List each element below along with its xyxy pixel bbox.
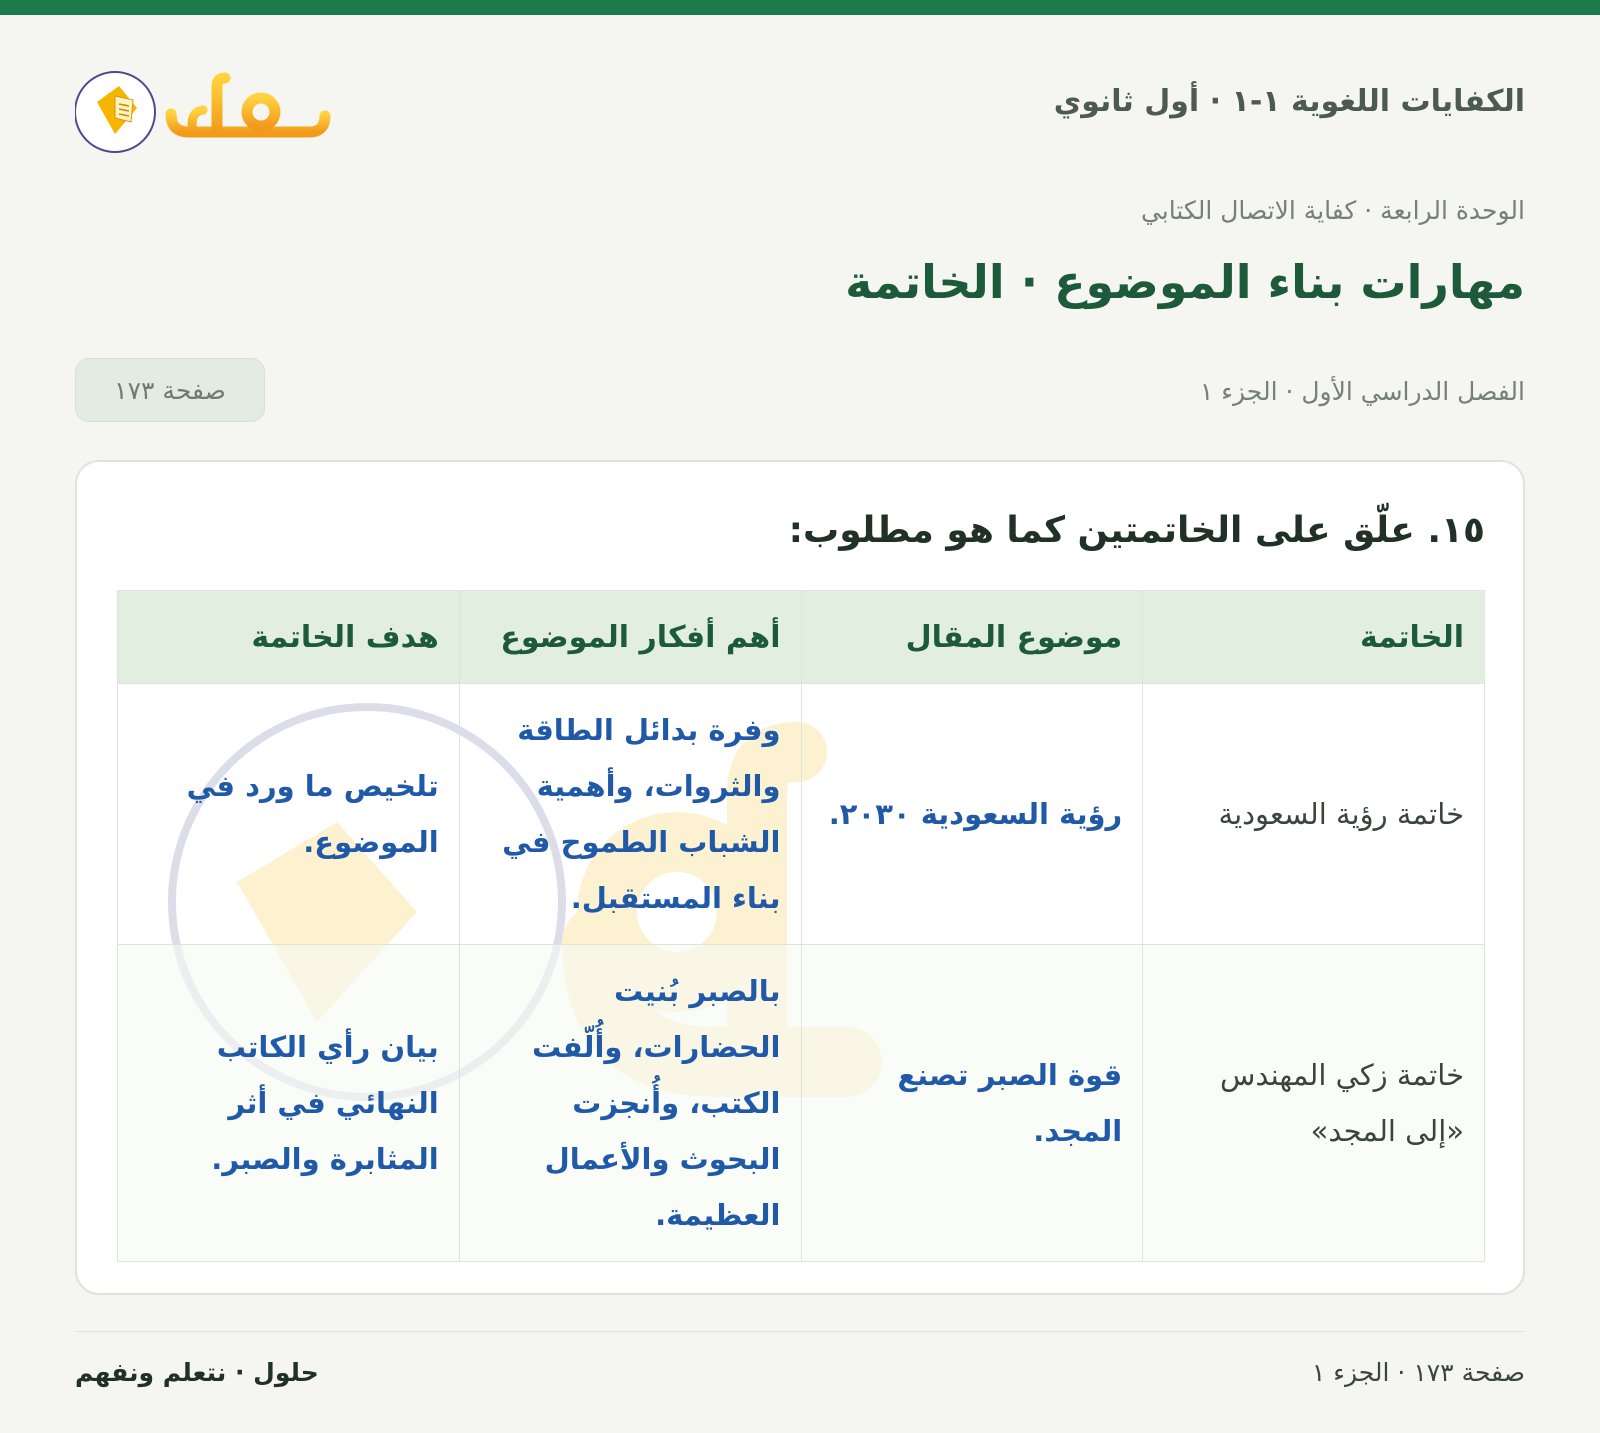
topic-answer: قوة الصبر تصنع المجد. [801, 945, 1143, 1262]
header-ideas: أهم أفكار الموضوع [459, 591, 801, 684]
hulul-logo-icon [75, 56, 335, 156]
page-title: مهارات بناء الموضوع · الخاتمة [845, 255, 1525, 309]
semester-info: الفصل الدراسي الأول · الجزء ١ [1199, 377, 1525, 406]
footer-page-info: صفحة ١٧٣ · الجزء ١ [1311, 1358, 1525, 1387]
goal-answer: بيان رأي الكاتب النهائي في أثر المثابرة والصبر. [118, 945, 460, 1262]
ideas-answer: بالصبر بُنيت الحضارات، وأُلّفت الكتب، وأُنجزت البحوث والأعمال العظيمة. [459, 945, 801, 1262]
page-number-badge: صفحة ١٧٣ [75, 358, 265, 422]
table-row [118, 684, 1485, 945]
page-header [75, 56, 1525, 156]
ideas-answer: وفرة بدائل الطاقة والثروات، وأهمية الشباب الطموح في بناء المستقبل. [459, 684, 801, 945]
footer-brand: حلول · نتعلم ونفهم [75, 1358, 319, 1387]
course-title: الكفايات اللغوية ١-١ · أول ثانوي [1053, 84, 1525, 119]
table-row [118, 945, 1485, 1262]
goal-answer: تلخيص ما ورد في الموضوع. [118, 684, 460, 945]
header-goal: هدف الخاتمة [118, 591, 460, 684]
ending-cell: خاتمة رؤية السعودية [1143, 684, 1485, 945]
topic-answer: رؤية السعودية ٢٠٣٠. [801, 684, 1143, 945]
unit-breadcrumb: الوحدة الرابعة · كفاية الاتصال الكتابي [1140, 196, 1525, 225]
ending-cell: خاتمة زكي المهندس «إلى المجد» [1143, 945, 1485, 1262]
question-prompt: ١٥. علّق على الخاتمتين كما هو مطلوب: [788, 510, 1485, 551]
header-ending: الخاتمة [1143, 591, 1485, 684]
question-card [75, 460, 1525, 1295]
table-header-row [118, 591, 1485, 684]
footer-divider [75, 1331, 1525, 1332]
answers-table [117, 590, 1485, 1262]
hulul-logo[interactable] [75, 56, 335, 156]
top-accent-bar [0, 0, 1600, 15]
header-topic: موضوع المقال [801, 591, 1143, 684]
